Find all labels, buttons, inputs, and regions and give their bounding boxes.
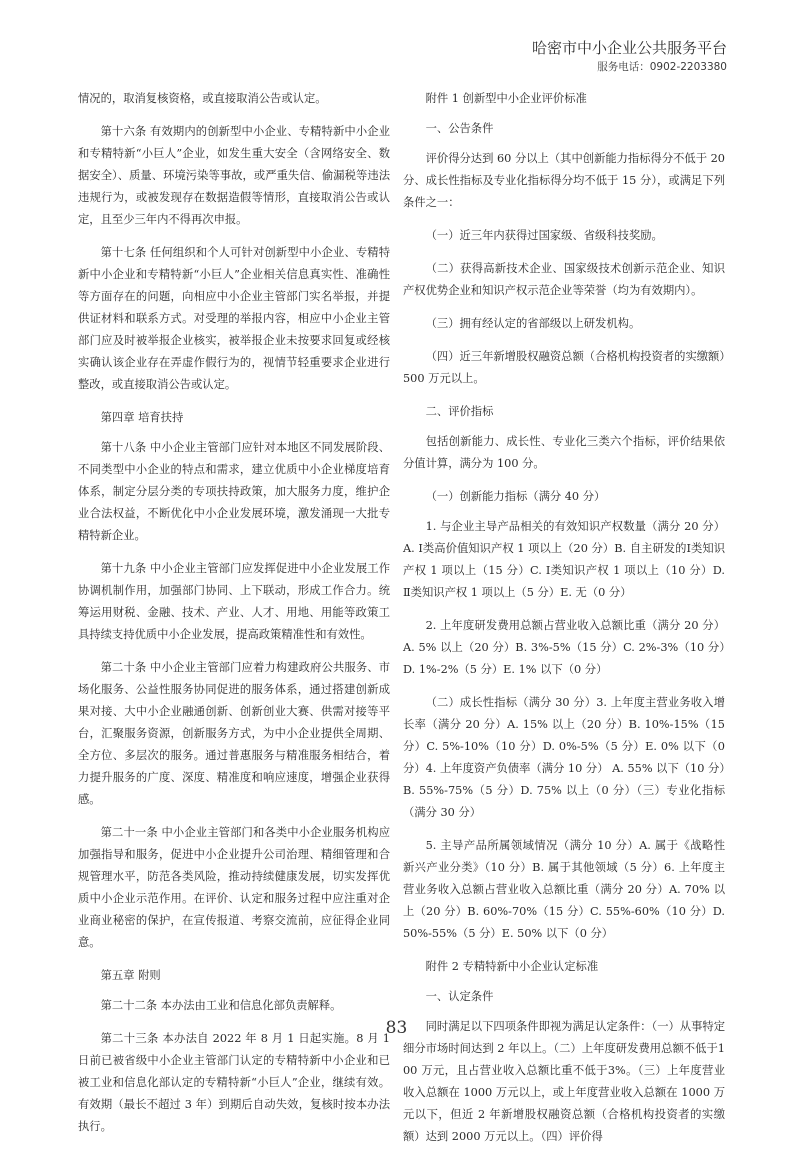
paragraph: 第二十三条 本办法自 2022 年 8 月 1 日起实施。8 月 1 日前已被省级中小企业主管部门认定的专精特新中小企业和已被工业和信息化部认定的专精特新“小巨人”企业，继续有效。有效期（最长不超过 3 年）到期后自动失效，复核时按本办法执行。 <box>78 1032 390 1133</box>
paragraph: （二）成长性指标（满分 30 分）3. 上年度主营业务收入增长率（满分 20 分）A. 15% 以上（20 分）B. 10%-15%（15 分）C. 5%-10%（10 分）D. 0%-5%（5 分）E. 0% 以下（0 分）4. 上年度资产负债率（满分 10 分） A. 55% 以下（10 分）B. 55%-75%（5 分）D. 75% 以上（0 分）（三）专业化指标（满分 30 分） <box>403 696 725 819</box>
paragraph: 1. 与企业主导产品相关的有效知识产权数量（满分 20 分）A. Ⅰ类高价值知识产权 1 项以上（20 分）B. 自主研发的Ⅰ类知识产权 1 项以上（15 分）C. Ⅰ类知识产权 1 项以上（10 分）D. Ⅱ类知识产权 1 项以上（5 分）E. 无（0 分） <box>403 520 725 599</box>
paragraph: （一）近三年内获得过国家级、省级科技奖励。 <box>425 229 663 242</box>
left-column <box>78 88 390 1149</box>
paragraph: 第十八条 中小企业主管部门应针对本地区不同发展阶段、不同类型中小企业的特点和需求，建立优质中小企业梯度培育体系，制定分层分类的专项扶持政策，加大服务力度，维护企业合法权益，不断优化中小企业发展环境，激发涌现一大批专精特新企业。 <box>78 441 390 542</box>
subsection-heading: （一）创新能力指标（满分 40 分） <box>425 490 606 503</box>
appendix-heading: 附件 2 专精特新中小企业认定标准 <box>425 960 599 973</box>
service-phone: 服务电话：0902-2203380 <box>597 61 727 73</box>
paragraph: 情况的，取消复核资格，或直接取消公告或认定。 <box>78 92 327 105</box>
paragraph: 第十六条 有效期内的创新型中小企业、专精特新中小企业和专精特新“小巨人”企业，如发生重大安全（含网络安全、数据安全）、质量、环境污染等事故，或严重失信、偷漏税等违法违规行为，或被发现存在数据造假等情形，直接取消公告或认定，且至少三年内不得再次申报。 <box>78 125 390 226</box>
page-number: 83 <box>385 1018 408 1038</box>
paragraph: 包括创新能力、成长性、专业化三类六个指标，评价结果依分值计算，满分为 100 分。 <box>403 435 725 470</box>
paragraph: 第二十一条 中小企业主管部门和各类中小企业服务机构应加强指导和服务，促进中小企业提升公司治理、精细管理和合规管理水平，防范各类风险，推动持续健康发展，切实发挥优质中小企业示范作用。在评价、认定和服务过程中应注重对企业商业秘密的保护，在宣传报道、考察交流前，应征得企业同意。 <box>78 826 390 949</box>
platform-title: 哈密市中小企业公共服务平台 <box>531 39 727 57</box>
section-heading: 一、公告条件 <box>425 122 494 135</box>
chapter-heading: 第五章 附则 <box>100 969 161 982</box>
paragraph: 5. 主导产品所属领域情况（满分 10 分）A. 属于《战略性新兴产业分类》（10 分）B. 属于其他领域（5 分）6. 上年度主营业务收入总额占营业收入总额比重（满分 20 分）A. 70% 以上（20 分）B. 60%-70%（15 分）C. 55%-60%（10 分）D. 50%-55%（5 分）E. 50% 以下（0 分） <box>403 839 725 940</box>
appendix-heading: 附件 1 创新型中小企业评价标准 <box>425 92 587 105</box>
paragraph: （二）获得高新技术企业、国家级技术创新示范企业、知识产权优势企业和知识产权示范企业等荣誉（均为有效期内）。 <box>403 262 725 297</box>
paragraph: 第十七条 任何组织和个人可针对创新型中小企业、专精特新中小企业和专精特新“小巨人”企业相关信息真实性、准确性等方面存在的问题，向相应中小企业主管部门实名举报，并提供证材料和联系方式。对受理的举报内容，相应中小企业主管部门应及时被举报企业核实，被举报企业未按要求回复或经核实确认该企业存在弄虚作假行为的，视情节轻重要求企业进行整改，或直接取消公告或认定。 <box>78 246 390 391</box>
paragraph: 评价得分达到 60 分以上（其中创新能力指标得分不低于 20 分、成长性指标及专业化指标得分均不低于 15 分），或满足下列条件之一： <box>403 152 725 209</box>
paragraph: 2. 上年度研发费用总额占营业收入总额比重（满分 20 分）A. 5% 以上（20 分）B. 3%-5%（15 分）C. 2%-3%（10 分）D. 1%-2%（5 分）E. 1% 以下（0 分） <box>403 619 725 676</box>
paragraph: （四）近三年新增股权融资总额（合格机构投资者的实缴额）500 万元以上。 <box>403 350 725 385</box>
section-heading: 一、认定条件 <box>425 990 494 1003</box>
paragraph: （三）拥有经认定的省部级以上研发机构。 <box>425 317 641 330</box>
paragraph: 第十九条 中小企业主管部门应发挥促进中小企业发展工作协调机制作用，加强部门协同、上下联动，形成工作合力。统筹运用财税、金融、技术、产业、人才、用地、用能等政策工具持续支持优质中小企业发展，提高政策精准性和有效性。 <box>78 562 390 641</box>
paragraph: 同时满足以下四项条件即视为满足认定条件：（一）从事特定细分市场时间达到 2 年以上。（二）上年度研发费用总额不低于100 万元，且占营业收入总额比重不低于3%。（三）上年度营业收入总额在 1000 万元以上，或上年度营业收入总额在 1000 万元以下，但近 2 年新增股权融资总额（合格机构投资者的实缴额）达到 2000 万元以上。（四）评价得 <box>403 1020 725 1143</box>
paragraph: 第二十二条 本办法由工业和信息化部负责解释。 <box>100 999 342 1012</box>
right-column <box>403 88 725 1159</box>
chapter-heading: 第四章 培育扶持 <box>100 411 184 424</box>
section-heading: 二、评价指标 <box>425 405 494 418</box>
paragraph: 第二十条 中小企业主管部门应着力构建政府公共服务、市场化服务、公益性服务协同促进的服务体系，通过搭建创新成果对接、大中小企业融通创新、创新创业大赛、供需对接等平台，汇聚服务资源，创新服务方式，为中小企业提供全周期、全方位、多层次的服务。通过普惠服务与精准服务相结合，着力提升服务的广度、深度、精准度和响应速度，增强企业获得感。 <box>78 661 390 806</box>
